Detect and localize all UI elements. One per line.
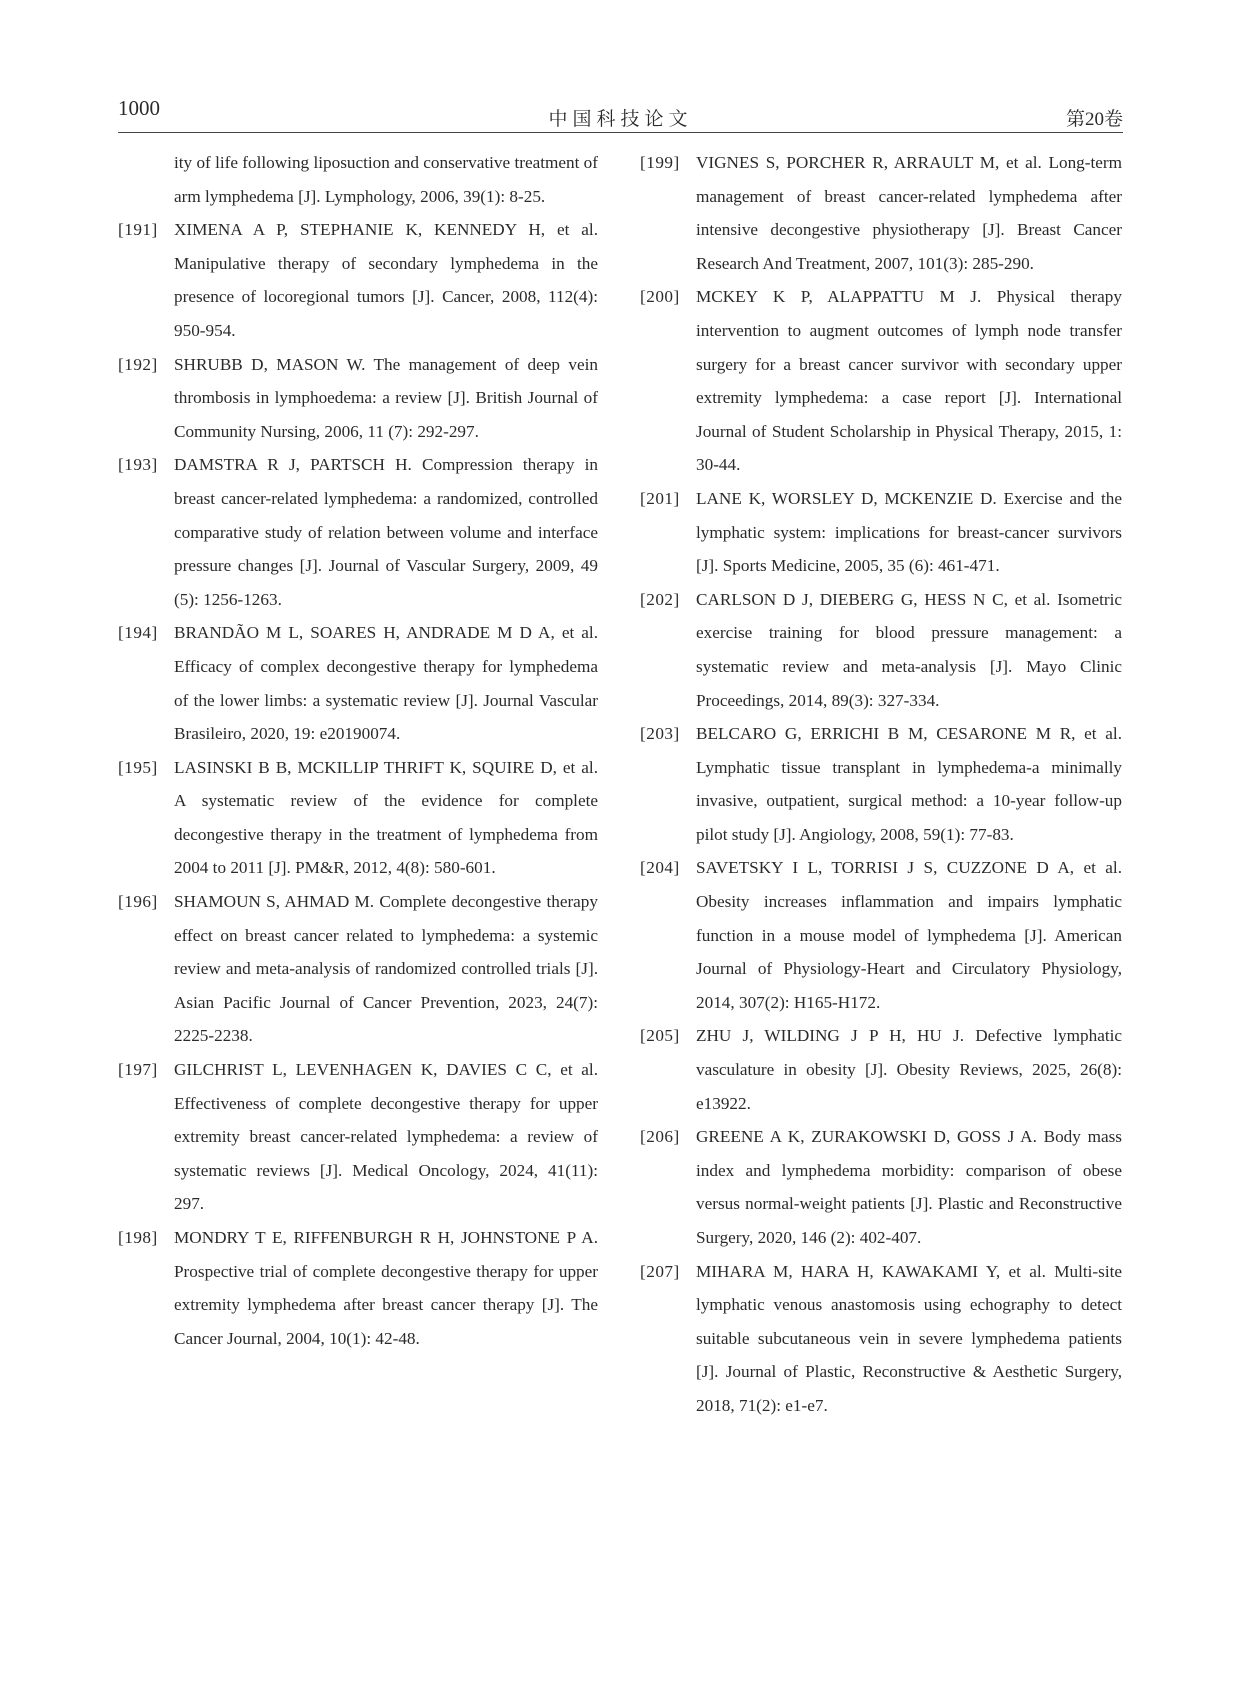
reference-number: [200] [640,287,680,307]
right-column [640,146,1122,1423]
reference-number: [205] [640,1026,680,1046]
reference-continuation: ity of life following liposuction and conservative treatment of arm lymphedema [J]. Lymphology, 2006, 39(1): 8-25. [174,153,598,206]
reference-text: MIHARA M, HARA H, KAWAKAMI Y, et al. Multi-site lymphatic venous anastomosis using echography to detect suitable subcutaneous vein in severe lymphedema patients [J]. Journal of Plastic, Reconstructive & Aesthetic Surgery, 2018, 71(2): e1-e7. [696,1261,1122,1415]
reference-text: VIGNES S, PORCHER R, ARRAULT M, et al. Long-term management of breast cancer-related lymphedema after intensive decongestive physiotherapy [J]. Breast Cancer Research And Treatment, 2007, 101(3): 285-290. [696,153,1122,273]
reference-number: [193] [118,455,158,475]
running-header [118,92,1123,133]
volume-label: 第20卷 [1065,109,1123,130]
reference-number: [198] [118,1228,158,1247]
reference-item [118,751,598,885]
reference-item [640,1120,1122,1254]
reference-item [640,280,1122,482]
reference-item [640,1255,1122,1423]
reference-text: BELCARO G, ERRICHI B M, CESARONE M R, et al. Lymphatic tissue transplant in lymphedema-a minimally invasive, outpatient, surgical method: a 10-year follow-up pilot study [J]. Angiology, 2008, 59(1): 77-83. [696,724,1122,844]
reference-text: SAVETSKY I L, TORRISI J S, CUZZONE D A, et al. Obesity increases inflammation and impairs lymphatic function in a mouse model of lymphedema [J]. American Journal of Physiology-Heart and Circulatory Physiology, 2014, 307(2): H165-H172. [696,858,1122,1012]
reference-text: GILCHRIST L, LEVENHAGEN K, DAVIES C C, et al. Effectiveness of complete decongestive therapy for upper extremity breast cancer-related lymphedema: a review of systematic reviews [J]. Medical Oncology, 2024, 41(11): 297. [174,1060,598,1214]
reference-text: DAMSTRA R J, PARTSCH H. Compression therapy in breast cancer-related lymphedema: a randomized, controlled comparative study of relation between volume and interface pressure changes [J]. Journal of Vascular Surgery, 2009, 49 (5): 1256-1263. [174,455,598,609]
reference-item [118,885,598,1053]
reference-number: [201] [640,488,680,508]
reference-item [640,583,1122,717]
reference-number: [191] [118,220,158,240]
reference-text: MONDRY T E, RIFFENBURGH R H, JOHNSTONE P A. Prospective trial of complete decongestive therapy for upper extremity lymphedema after breast cancer therapy [J]. The Cancer Journal, 2004, 10(1): 42-48. [174,1228,598,1348]
reference-text: SHRUBB D, MASON W. The management of deep vein thrombosis in lymphoedema: a review [J]. British Journal of Community Nursing, 2006, 11 (7): 292-297. [174,354,598,441]
reference-item [640,1019,1122,1120]
reference-item [118,616,598,750]
reference-number: [196] [118,892,158,912]
reference-text: CARLSON D J, DIEBERG G, HESS N C, et al. Isometric exercise training for blood pressure management: a systematic review and meta-analysis [J]. Mayo Clinic Proceedings, 2014, 89(3): 327-334. [696,589,1122,710]
reference-item [118,348,598,449]
reference-item [118,448,598,616]
reference-item [118,213,598,347]
reference-text: LANE K, WORSLEY D, MCKENZIE D. Exercise and the lymphatic system: implications for breast-cancer survivors [J]. Sports Medicine, 2005, 35 (6): 461-471. [696,488,1122,576]
reference-number: [204] [640,858,680,878]
reference-item [640,717,1122,851]
reference-number: [192] [118,354,158,374]
reference-number: [206] [640,1127,680,1147]
reference-number: [194] [118,623,158,643]
reference-text: LASINSKI B B, MCKILLIP THRIFT K, SQUIRE D, et al. A systematic review of the evidence for complete decongestive therapy in the treatment of lymphedema from 2004 to 2011 [J]. PM&R, 2012, 4(8): 580-601. [174,757,598,878]
reference-item [640,482,1122,583]
reference-number: [195] [118,757,158,777]
reference-number: [203] [640,724,680,744]
page-number: 1000 [118,96,160,120]
reference-number: [197] [118,1060,158,1080]
reference-number: [199] [640,153,680,172]
reference-item [640,146,1122,280]
reference-text: ZHU J, WILDING J P H, HU J. Defective lymphatic vasculature in obesity [J]. Obesity Reviews, 2025, 26(8): e13922. [696,1026,1122,1113]
reference-text: GREENE A K, ZURAKOWSKI D, GOSS J A. Body mass index and lymphedema morbidity: comparison of obese versus normal-weight patients [J]. Plastic and Reconstructive Surgery, 2020, 146 (2): 402-407. [696,1127,1122,1247]
reference-text: BRANDÃO M L, SOARES H, ANDRADE M D A, et al. Efficacy of complex decongestive therapy for lymphedema of the lower limbs: a systematic review [J]. Journal Vascular Brasileiro, 2020, 19: e20190074. [174,623,598,744]
reference-item [640,851,1122,1019]
reference-item [118,1053,598,1221]
reference-text: MCKEY K P, ALAPPATTU M J. Physical therapy intervention to augment outcomes of lymph node transfer surgery for a breast cancer survivor with secondary upper extremity lymphedema: a case report [J]. International Journal of Student Scholarship in Physical Therapy, 2015, 1: 30-44. [696,287,1122,475]
journal-name: 中国科技论文 [548,109,693,130]
left-column [118,146,598,1355]
reference-item [118,1221,598,1355]
reference-text: XIMENA A P, STEPHANIE K, KENNEDY H, et al. Manipulative therapy of secondary lymphedema in the presence of locoregional tumors [J]. Cancer, 2008, 112(4): 950-954. [174,220,598,340]
reference-text: SHAMOUN S, AHMAD M. Complete decongestive therapy effect on breast cancer related to lymphedema: a systemic review and meta-analysis of randomized controlled trials [J]. Asian Pacific Journal of Cancer Prevention, 2023, 24(7): 2225-2238. [174,892,598,1046]
reference-number: [207] [640,1261,680,1281]
reference-number: [202] [640,589,680,609]
